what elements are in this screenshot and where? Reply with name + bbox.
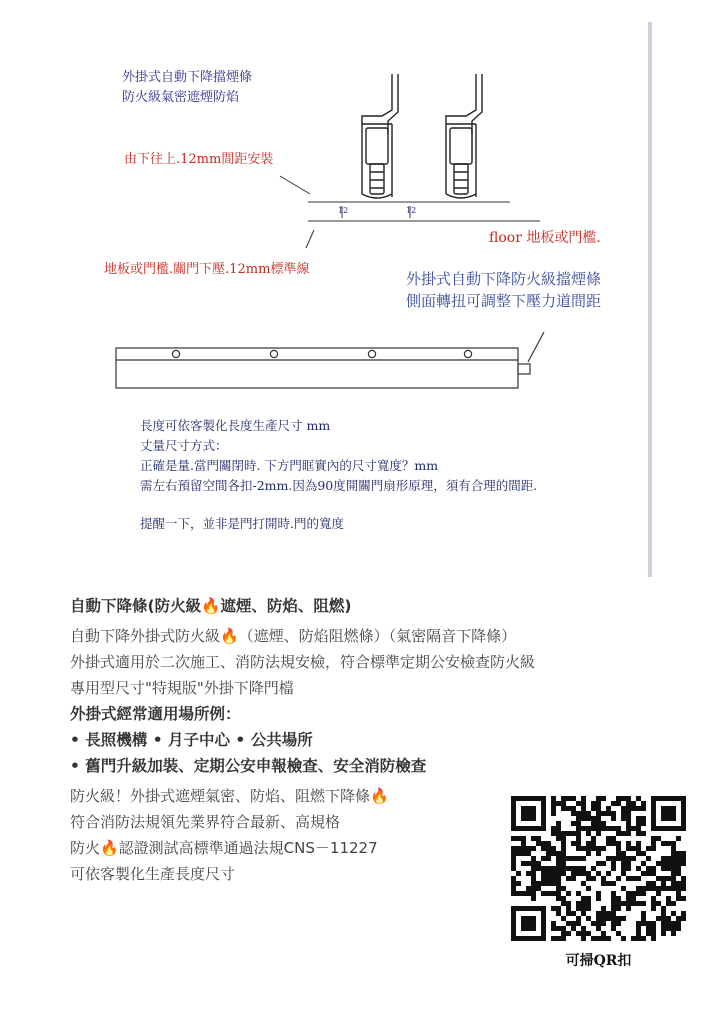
dim-label-right: 12	[406, 206, 417, 215]
measure-note-5: 提醒一下，並非是門打開時.門的寬度	[140, 516, 344, 531]
side-note-line1: 外掛式自動下降防火級擋煙條	[406, 270, 602, 288]
product-title: 自動下降條(防火級🔥遮煙、防焰、阻燃)	[70, 597, 352, 615]
desc-line-5: 符合消防法規領先業界符合最新、高規格	[70, 813, 341, 831]
desc-line-4: 防火級！外掛式遮煙氣密、防焰、阻燃下降條🔥	[70, 787, 389, 805]
install-note: 由下往上.12mm間距安裝	[124, 152, 274, 167]
desc-line-2: 外掛式適用於二次施工、消防法規安檢，符合標準定期公安檢查防火級	[70, 653, 536, 671]
top-note-line2: 防火級氣密遮煙防焰	[122, 90, 240, 105]
desc-line-1: 自動下降外掛式防火級🔥（遮煙、防焰阻燃條）（氣密隔音下降條）	[70, 627, 517, 645]
measure-note-1: 長度可依客製化長度生產尺寸 mm	[140, 418, 331, 433]
qr-code[interactable]	[511, 796, 686, 941]
floor-press-note: 地板或門檻.關門下壓.12mm標準線	[104, 262, 310, 277]
measure-note-3: 正確是量.當門關閉時. 下方門眶實內的尺寸寬度？mm	[140, 458, 439, 473]
measure-note-2: 丈量尺寸方式：	[140, 438, 228, 453]
dim-label-left: 12	[338, 206, 349, 215]
desc-line-7: 可依客製化生產長度尺寸	[70, 865, 236, 883]
venues-list-2: • 舊門升級加裝、定期公安申報檢查、安全消防檢查	[70, 757, 427, 775]
venues-list-1: • 長照機構 • 月子中心 • 公共場所	[70, 731, 313, 749]
desc-line-3: 專用型尺寸"特規版"外掛下降門檔	[70, 679, 294, 697]
measure-note-4: 需左右預留空間各扣-2mm.因為90度開關門扇形原理，須有合理的間距.	[140, 478, 538, 493]
side-note-line2: 側面轉扭可調整下壓力道間距	[406, 292, 602, 310]
top-note-line1: 外掛式自動下降擋煙條	[122, 70, 253, 85]
floor-label: floor 地板或門檻.	[489, 230, 601, 246]
venues-heading: 外掛式經常適用場所例：	[70, 705, 241, 723]
technical-drawing	[70, 22, 652, 577]
qr-caption: 可掃QR扣	[565, 953, 632, 969]
desc-line-6: 防火🔥認證測試高標準通過法規CNS－11227	[70, 839, 378, 857]
product-description	[70, 593, 536, 887]
